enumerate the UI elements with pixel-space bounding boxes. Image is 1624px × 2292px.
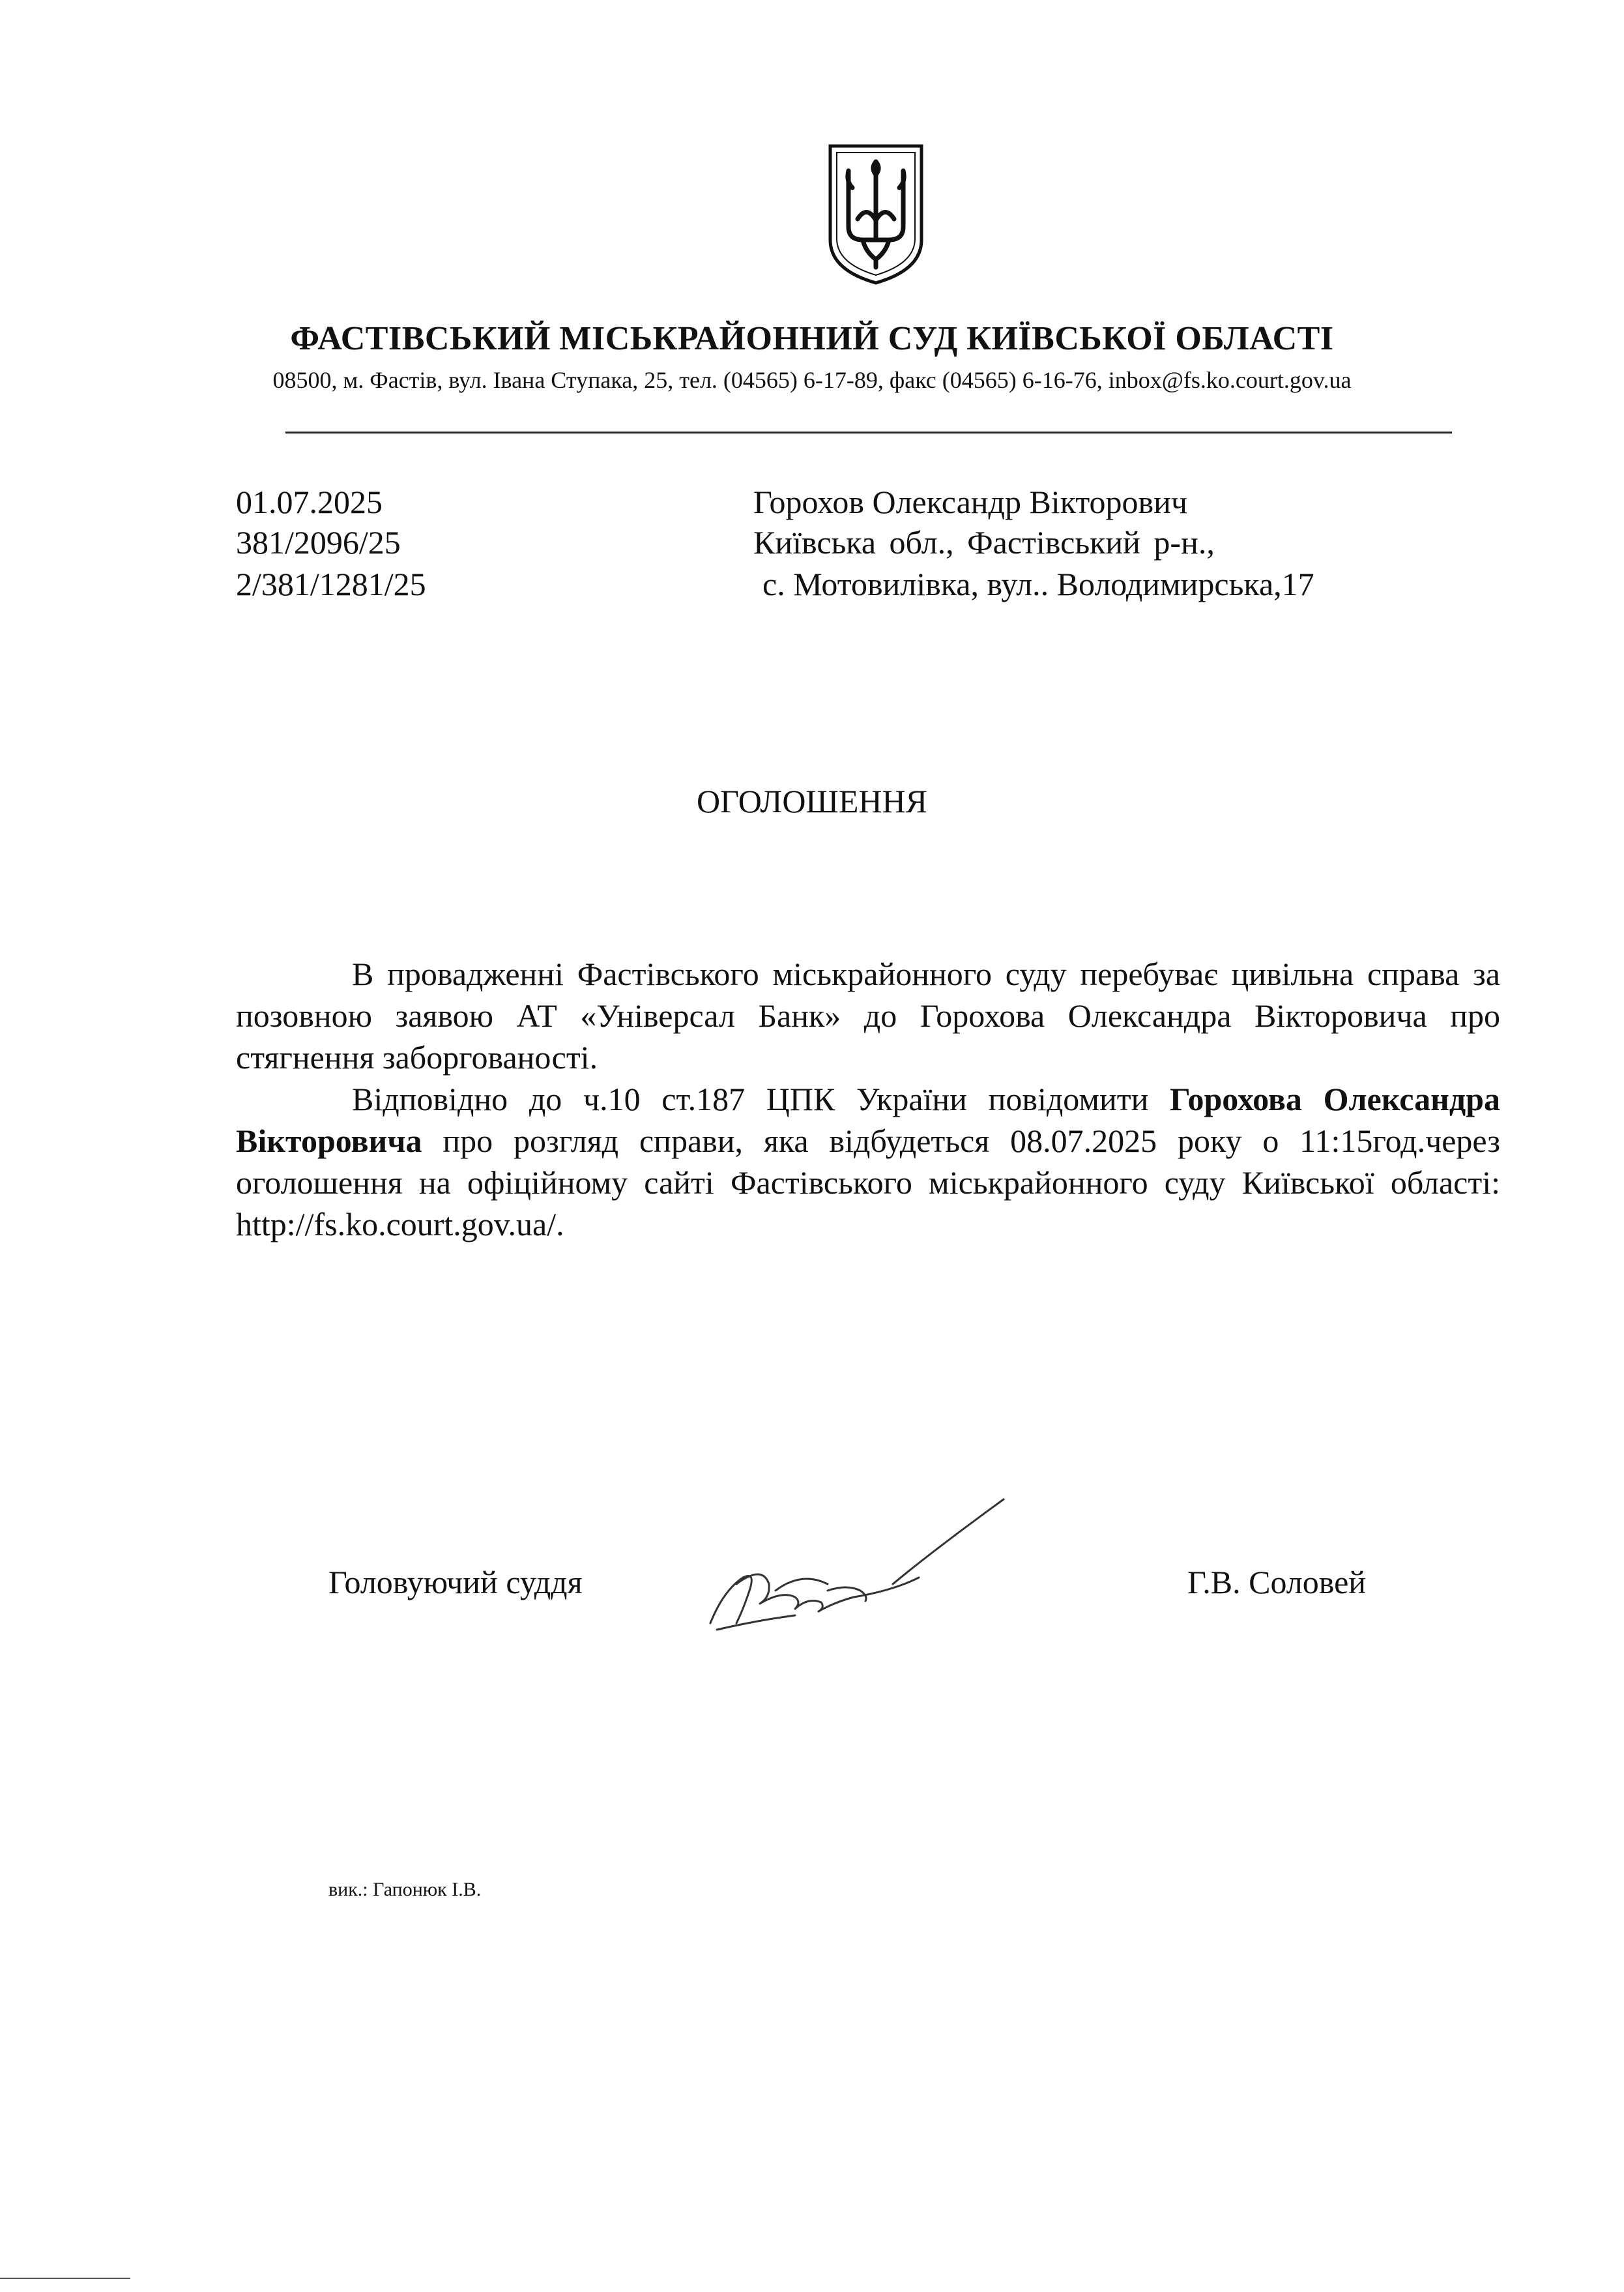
proceeding-number: 2/381/1281/25 — [236, 566, 426, 602]
scan-edge-mark — [0, 2278, 130, 2279]
body-p2-start: Відповідно до ч.10 ст.187 ЦПК України повідомити — [352, 1081, 1170, 1117]
announcement-body — [236, 953, 1500, 1245]
handwritten-signature-icon — [697, 1493, 1036, 1643]
addressee-address-line2: с. Мотовилівка, вул.. Володимирська,17 — [762, 566, 1314, 602]
court-address: 08500, м. Фастів, вул. Івана Ступака, 25, тел. (04565) 6-17-89, факс (04565) 6-16-76, inbox@fs.ko.court.gov.ua — [272, 367, 1352, 393]
signer-name: Г.В. Соловей — [1187, 1564, 1367, 1600]
body-paragraph-1: В провадженні Фастівського міськрайонного суду перебуває цивільна справа за позовною заявою АТ «Універсал Банк» до Горохова Олександра Вікторовича про стягнення заборгованості. — [236, 956, 1500, 1076]
body-p2-end: про розгляд справи, яка відбудеться 08.07.2025 року о 11:15год.через оголошення на офіційному сайті Фастівського міськрайонного суду Київської області: http://fs.ko.court.gov.ua/. — [236, 1123, 1500, 1242]
header-divider — [285, 432, 1452, 433]
body-p2-bold-name: Горохова Олександра Вікторовича — [236, 1081, 1500, 1159]
addressee-address-line1: Київська обл., Фастівський р-н., — [753, 524, 1215, 561]
executor-note: вик.: Гапонюк І.В. — [328, 1879, 482, 1900]
document-title: ОГОЛОШЕННЯ — [697, 783, 927, 819]
document-date: 01.07.2025 — [236, 484, 383, 520]
signer-role: Головуючий суддя — [328, 1564, 583, 1600]
court-name: ФАСТІВСЬКИЙ МІСЬКРАЙОННИЙ СУД КИЇВСЬКОЇ ОБЛАСТІ — [290, 320, 1334, 357]
ukraine-coat-of-arms-icon — [826, 142, 925, 287]
body-paragraph-2 — [236, 1078, 1500, 1245]
addressee-name: Горохов Олександр Вікторович — [753, 484, 1188, 520]
case-number: 381/2096/25 — [236, 524, 401, 561]
